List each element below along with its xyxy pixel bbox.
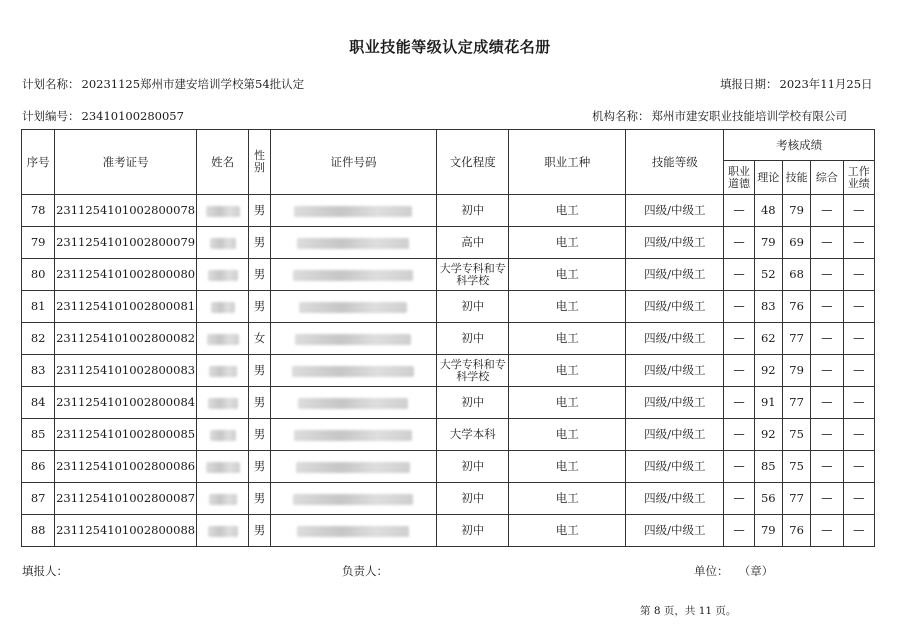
- cell-exam-no: 2311254101002800084: [55, 387, 196, 419]
- fill-date-label: 填报日期：: [720, 77, 778, 91]
- cell-id-no: [270, 291, 437, 323]
- cell-level: 四级/中级工: [626, 515, 724, 547]
- redacted-block: [293, 494, 413, 505]
- redacted-block: [211, 302, 235, 313]
- cell-gender: 男: [249, 291, 270, 323]
- cell-skill: 77: [782, 387, 810, 419]
- cell-composite: —: [811, 419, 843, 451]
- cell-theory: 83: [754, 291, 782, 323]
- org-name-value: 郑州市建安职业技能培训学校有限公司: [651, 109, 847, 123]
- cell-performance: —: [843, 387, 874, 419]
- cell-performance: —: [843, 419, 874, 451]
- redacted-block: [210, 238, 236, 249]
- cell-occupation: 电工: [509, 195, 626, 227]
- table-row: [22, 451, 875, 483]
- header-composite: 综合: [811, 161, 843, 195]
- cell-education: 初中: [437, 483, 509, 515]
- page-info: 第 8 页，共 11 页。: [640, 605, 737, 617]
- redacted-block: [294, 206, 412, 217]
- cell-education: 大学专科和专科学校: [437, 355, 509, 387]
- redacted-block: [210, 430, 236, 441]
- cell-performance: —: [843, 291, 874, 323]
- header-occupation: 职业工种: [509, 130, 626, 195]
- cell-composite: —: [811, 227, 843, 259]
- cell-id-no: [270, 419, 437, 451]
- header-id-no: 证件号码: [270, 130, 437, 195]
- cell-exam-no: 2311254101002800081: [55, 291, 196, 323]
- cell-occupation: 电工: [509, 483, 626, 515]
- cell-exam-no: 2311254101002800079: [55, 227, 196, 259]
- cell-theory: 91: [754, 387, 782, 419]
- cell-theory: 56: [754, 483, 782, 515]
- seal-text: （章）: [744, 564, 774, 578]
- cell-name: [196, 451, 249, 483]
- redacted-block: [208, 270, 238, 281]
- cell-seq: 81: [22, 291, 55, 323]
- cell-ethics: —: [724, 227, 754, 259]
- cell-education: 初中: [437, 323, 509, 355]
- cell-ethics: —: [724, 451, 754, 483]
- cell-theory: 92: [754, 355, 782, 387]
- cell-composite: —: [811, 291, 843, 323]
- cell-education: 初中: [437, 291, 509, 323]
- redacted-block: [207, 334, 239, 345]
- table-row: [22, 323, 875, 355]
- cell-ethics: —: [724, 291, 754, 323]
- cell-name: [196, 419, 249, 451]
- fill-date-value: 2023年11月25日: [779, 77, 873, 91]
- redacted-block: [297, 526, 409, 537]
- cell-occupation: 电工: [509, 515, 626, 547]
- cell-exam-no: 2311254101002800086: [55, 451, 196, 483]
- cell-occupation: 电工: [509, 419, 626, 451]
- cell-skill: 76: [782, 291, 810, 323]
- cell-occupation: 电工: [509, 323, 626, 355]
- table-row: [22, 387, 875, 419]
- header-scores-group: 考核成绩: [724, 130, 875, 161]
- plan-code-value: 23410100280057: [81, 109, 184, 123]
- redacted-block: [293, 270, 413, 281]
- cell-gender: 男: [249, 259, 270, 291]
- redacted-block: [206, 206, 240, 217]
- redacted-block: [292, 366, 414, 377]
- cell-exam-no: 2311254101002800085: [55, 419, 196, 451]
- redacted-block: [299, 302, 407, 313]
- table-row: [22, 419, 875, 451]
- cell-performance: —: [843, 323, 874, 355]
- plan-name-value: 20231125郑州市建安培训学校第54批认定: [81, 77, 305, 91]
- cell-theory: 79: [754, 227, 782, 259]
- cell-performance: —: [843, 227, 874, 259]
- header-skill: 技能: [782, 161, 810, 195]
- cell-occupation: 电工: [509, 291, 626, 323]
- table-row: [22, 483, 875, 515]
- cell-level: 四级/中级工: [626, 451, 724, 483]
- cell-level: 四级/中级工: [626, 483, 724, 515]
- header-level: 技能等级: [626, 130, 724, 195]
- redacted-block: [208, 398, 238, 409]
- cell-skill: 75: [782, 451, 810, 483]
- cell-id-no: [270, 195, 437, 227]
- cell-skill: 77: [782, 323, 810, 355]
- cell-theory: 92: [754, 419, 782, 451]
- table-row: [22, 259, 875, 291]
- cell-level: 四级/中级工: [626, 259, 724, 291]
- cell-skill: 79: [782, 355, 810, 387]
- cell-performance: —: [843, 259, 874, 291]
- plan-code-label: 计划编号：: [22, 109, 80, 123]
- org-name: [592, 108, 847, 124]
- cell-exam-no: 2311254101002800082: [55, 323, 196, 355]
- cell-composite: —: [811, 195, 843, 227]
- cell-level: 四级/中级工: [626, 195, 724, 227]
- cell-skill: 79: [782, 195, 810, 227]
- cell-theory: 52: [754, 259, 782, 291]
- header-seq: 序号: [22, 130, 55, 195]
- unit-label: [694, 563, 773, 579]
- cell-composite: —: [811, 483, 843, 515]
- cell-occupation: 电工: [509, 227, 626, 259]
- cell-ethics: —: [724, 195, 754, 227]
- cell-name: [196, 323, 249, 355]
- cell-gender: 女: [249, 323, 270, 355]
- header-theory: 理论: [754, 161, 782, 195]
- cell-name: [196, 387, 249, 419]
- cell-name: [196, 483, 249, 515]
- cell-theory: 62: [754, 323, 782, 355]
- header-education: 文化程度: [437, 130, 509, 195]
- redacted-block: [298, 398, 408, 409]
- cell-name: [196, 259, 249, 291]
- cell-id-no: [270, 323, 437, 355]
- score-table-body: [22, 195, 875, 547]
- cell-id-no: [270, 259, 437, 291]
- header-ethics: 职业道德: [724, 161, 754, 195]
- cell-ethics: —: [724, 515, 754, 547]
- cell-seq: 86: [22, 451, 55, 483]
- cell-level: 四级/中级工: [626, 323, 724, 355]
- header-performance: 工作业绩: [843, 161, 874, 195]
- cell-theory: 79: [754, 515, 782, 547]
- cell-occupation: 电工: [509, 355, 626, 387]
- redacted-block: [209, 366, 237, 377]
- cell-id-no: [270, 355, 437, 387]
- responsible-label: 负责人：: [342, 564, 388, 578]
- cell-level: 四级/中级工: [626, 387, 724, 419]
- cell-education: 初中: [437, 515, 509, 547]
- cell-composite: —: [811, 451, 843, 483]
- cell-skill: 75: [782, 419, 810, 451]
- cell-education: 高中: [437, 227, 509, 259]
- cell-composite: —: [811, 323, 843, 355]
- cell-education: 大学本科: [437, 419, 509, 451]
- cell-name: [196, 227, 249, 259]
- plan-name-label: 计划名称：: [22, 77, 80, 91]
- cell-id-no: [270, 451, 437, 483]
- redacted-block: [206, 462, 240, 473]
- unit-text: 单位：: [694, 564, 729, 578]
- fill-date: [720, 76, 873, 92]
- cell-performance: —: [843, 355, 874, 387]
- table-row: [22, 291, 875, 323]
- cell-exam-no: 2311254101002800080: [55, 259, 196, 291]
- cell-seq: 79: [22, 227, 55, 259]
- cell-level: 四级/中级工: [626, 291, 724, 323]
- cell-name: [196, 515, 249, 547]
- redacted-block: [295, 334, 411, 345]
- header-exam-no: 准考证号: [55, 130, 196, 195]
- cell-composite: —: [811, 515, 843, 547]
- cell-id-no: [270, 483, 437, 515]
- cell-name: [196, 355, 249, 387]
- redacted-block: [297, 238, 409, 249]
- cell-skill: 76: [782, 515, 810, 547]
- org-name-label: 机构名称：: [592, 109, 650, 123]
- header-gender: 性别: [249, 130, 270, 195]
- cell-gender: 男: [249, 419, 270, 451]
- score-table: [21, 129, 875, 547]
- cell-level: 四级/中级工: [626, 227, 724, 259]
- cell-theory: 48: [754, 195, 782, 227]
- cell-ethics: —: [724, 323, 754, 355]
- redacted-block: [296, 462, 410, 473]
- cell-gender: 男: [249, 483, 270, 515]
- cell-level: 四级/中级工: [626, 355, 724, 387]
- cell-exam-no: 2311254101002800078: [55, 195, 196, 227]
- cell-education: 初中: [437, 195, 509, 227]
- cell-exam-no: 2311254101002800087: [55, 483, 196, 515]
- cell-name: [196, 291, 249, 323]
- cell-seq: 80: [22, 259, 55, 291]
- cell-ethics: —: [724, 419, 754, 451]
- cell-exam-no: 2311254101002800083: [55, 355, 196, 387]
- redacted-block: [209, 494, 237, 505]
- redacted-block: [208, 526, 238, 537]
- cell-seq: 87: [22, 483, 55, 515]
- cell-occupation: 电工: [509, 387, 626, 419]
- cell-seq: 83: [22, 355, 55, 387]
- cell-level: 四级/中级工: [626, 419, 724, 451]
- filler-label: 填报人：: [22, 564, 68, 578]
- cell-performance: —: [843, 483, 874, 515]
- cell-seq: 88: [22, 515, 55, 547]
- cell-education: 初中: [437, 387, 509, 419]
- cell-performance: —: [843, 195, 874, 227]
- cell-ethics: —: [724, 355, 754, 387]
- cell-skill: 69: [782, 227, 810, 259]
- cell-gender: 男: [249, 227, 270, 259]
- cell-composite: —: [811, 355, 843, 387]
- cell-occupation: 电工: [509, 259, 626, 291]
- cell-composite: —: [811, 259, 843, 291]
- cell-performance: —: [843, 451, 874, 483]
- cell-education: 大学专科和专科学校: [437, 259, 509, 291]
- cell-id-no: [270, 227, 437, 259]
- cell-theory: 85: [754, 451, 782, 483]
- cell-id-no: [270, 515, 437, 547]
- header-name: 姓名: [196, 130, 249, 195]
- document-title: 职业技能等级认定成绩花名册: [349, 38, 551, 56]
- cell-performance: —: [843, 515, 874, 547]
- cell-skill: 77: [782, 483, 810, 515]
- cell-ethics: —: [724, 483, 754, 515]
- redacted-block: [294, 430, 412, 441]
- plan-name: [22, 76, 304, 92]
- cell-gender: 男: [249, 387, 270, 419]
- cell-seq: 78: [22, 195, 55, 227]
- cell-gender: 男: [249, 515, 270, 547]
- cell-seq: 84: [22, 387, 55, 419]
- cell-name: [196, 195, 249, 227]
- cell-gender: 男: [249, 451, 270, 483]
- cell-gender: 男: [249, 355, 270, 387]
- cell-skill: 68: [782, 259, 810, 291]
- cell-id-no: [270, 387, 437, 419]
- cell-seq: 82: [22, 323, 55, 355]
- plan-code: [22, 108, 184, 124]
- table-row: [22, 355, 875, 387]
- cell-seq: 85: [22, 419, 55, 451]
- cell-gender: 男: [249, 195, 270, 227]
- cell-exam-no: 2311254101002800088: [55, 515, 196, 547]
- cell-ethics: —: [724, 259, 754, 291]
- table-row: [22, 227, 875, 259]
- table-row: [22, 195, 875, 227]
- cell-occupation: 电工: [509, 451, 626, 483]
- table-row: [22, 515, 875, 547]
- cell-ethics: —: [724, 387, 754, 419]
- cell-education: 初中: [437, 451, 509, 483]
- cell-composite: —: [811, 387, 843, 419]
